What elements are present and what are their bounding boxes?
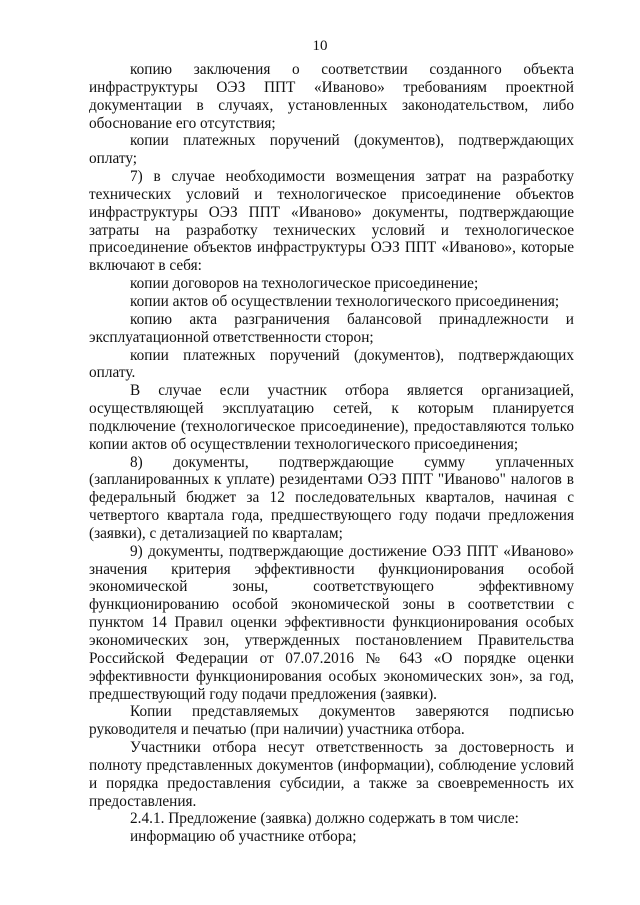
paragraph: копию заключения о соответствии созданного объекта инфраструктуры ОЭЗ ППТ «Иваново» требованиям проектной документации в случаях, установленных законодательством, либо обоснование его отсутствия; [89, 61, 574, 132]
paragraph: копии платежных поручений (документов), подтверждающих оплату. [89, 346, 574, 382]
paragraph: 8) документы, подтверждающие сумму уплаченных (запланированных к уплате) резидентами ОЭЗ ППТ "Иваново" налогов в федеральный бюджет за 12 последовательных кварталов, начиная с четвертого квартала года, предшествующего году подачи предложения (заявки), с детализацией по кварталам; [89, 453, 574, 542]
page-number: 10 [312, 38, 328, 54]
paragraph: копии платежных поручений (документов), подтверждающих оплату; [89, 132, 574, 168]
paragraph: Участники отбора несут ответственность за достоверность и полноту представленных документов (информации), соблюдение условий и порядка предоставления субсидии, а также за своевременность их предоставления. [89, 739, 574, 810]
paragraph: В случае если участник отбора является организацией, осуществляющей эксплуатацию сетей, к которым планируется подключение (технологическое присоединение), предоставляются только копии актов об осуществлении технологического присоединения; [89, 382, 574, 453]
paragraph: информацию об участнике отбора; [130, 828, 357, 846]
paragraph: 9) документы, подтверждающие достижение ОЭЗ ППТ «Иваново» значения критерия эффективности функционирования особой экономической зоны, соответствующего эффективному функционированию особой экономической зоны в соответствии с пунктом 14 Правил оценки эффективности функционирования особых экономических зон, утвержденных постановлением Правительства Российской Федерации от 07.07.2016 № 643 «О порядке оценки эффективности функционирования особых экономических зон», за год, предшествующий году подачи предложения (заявки). [89, 542, 574, 703]
paragraph: 2.4.1. Предложение (заявка) должно содержать в том числе: [130, 810, 519, 828]
paragraph: копии актов об осуществлении технологического присоединения; [130, 292, 560, 310]
document-body [89, 61, 574, 846]
paragraph: копию акта разграничения балансовой принадлежности и эксплуатационной ответственности сторон; [89, 310, 574, 346]
paragraph: копии договоров на технологическое присоединение; [130, 275, 479, 293]
paragraph: Копии представляемых документов заверяются подписью руководителя и печатью (при наличии) участника отбора. [89, 703, 574, 739]
paragraph: 7) в случае необходимости возмещения затрат на разработку технических условий и технологическое присоединение объектов инфраструктуры ОЭЗ ППТ «Иваново» документы, подтверждающие затраты на разработку технических условий и технологическое присоединение объектов инфраструктуры ОЭЗ ППТ «Иваново», которые включают в себя: [89, 168, 574, 275]
